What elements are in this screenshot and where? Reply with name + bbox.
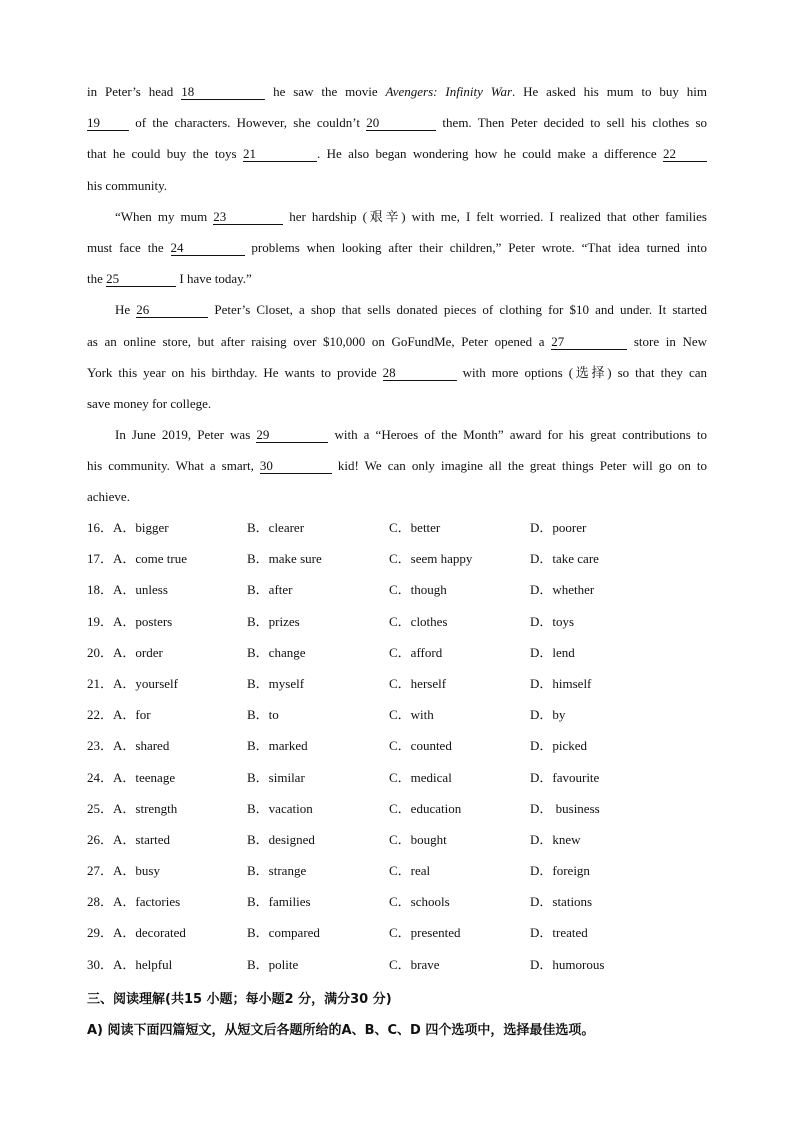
blank-28: 28 — [383, 366, 457, 381]
question-number: 29． — [87, 925, 114, 941]
option-c: C．seem happy — [389, 551, 473, 567]
option-a: A．order — [113, 644, 163, 660]
question-row — [87, 762, 707, 793]
passage-line: must face the 24 problems when looking after their children,” Peter wrote. “That idea turned into — [87, 239, 707, 255]
cloze-passage — [87, 76, 707, 513]
blank-19: 19 — [87, 116, 129, 131]
passage-line: York this year on his birthday. He wants to provide 28 with more options (选择) so that they can — [87, 364, 707, 380]
blank-21: 21 — [243, 147, 317, 162]
option-c: C．afford — [389, 644, 443, 660]
option-c: C．presented — [389, 925, 461, 941]
passage-line: “When my mum 23 her hardship (艰辛) with me, I felt worried. I realized that other families — [115, 208, 707, 224]
question-row — [87, 668, 707, 699]
option-d: D．lend — [530, 644, 575, 660]
option-d: D．take care — [530, 551, 599, 567]
passage-line: in Peter’s head 18 he saw the movie Avengers: Infinity War. He asked his mum to buy him — [87, 84, 707, 99]
question-row — [87, 699, 707, 730]
option-a: A．come true — [113, 551, 188, 567]
option-a: A．decorated — [113, 925, 186, 941]
blank-26: 26 — [136, 303, 208, 318]
option-d: D．whether — [530, 582, 595, 598]
section-heading: 三、阅读理解(共15 小题；每小题2 分，满分30 分) — [87, 992, 392, 1007]
option-c: C．better — [389, 520, 441, 535]
option-b: B．change — [247, 644, 306, 660]
question-row — [87, 949, 707, 980]
question-number: 24． — [87, 769, 114, 785]
question-row — [87, 606, 707, 637]
question-row — [87, 637, 707, 668]
option-a: A．factories — [113, 894, 181, 910]
passage-line: achieve. — [87, 489, 130, 505]
question-row — [87, 917, 707, 948]
question-number: 25． — [87, 800, 114, 816]
option-c: C．medical — [389, 769, 452, 785]
option-d: D．favourite — [530, 769, 600, 785]
option-d: D．foreign — [530, 863, 590, 879]
option-a: A．yourself — [113, 675, 179, 691]
blank-30: 30 — [260, 459, 332, 474]
question-row — [87, 886, 707, 917]
question-number: 20． — [87, 644, 114, 660]
option-a: A．started — [113, 831, 171, 847]
option-c: C．herself — [389, 675, 447, 691]
option-b: B．myself — [247, 675, 305, 691]
answer-options — [87, 512, 707, 980]
question-number: 19． — [87, 613, 114, 629]
question-number: 30． — [87, 956, 114, 972]
option-a: A．busy — [113, 863, 160, 879]
option-d: D．toys — [530, 613, 575, 629]
option-c: C．clothes — [389, 613, 448, 629]
option-a: A．shared — [113, 738, 170, 754]
option-b: B．vacation — [247, 800, 313, 816]
passage-line: save money for college. — [87, 395, 212, 411]
option-d: D． business — [530, 800, 600, 816]
blank-20: 20 — [366, 116, 436, 131]
question-number: 17． — [87, 551, 114, 567]
question-number: 26． — [87, 831, 114, 847]
blank-18: 18 — [181, 85, 265, 100]
option-d: D．picked — [530, 738, 588, 754]
question-row — [87, 543, 707, 574]
option-b: B．after — [247, 582, 293, 598]
section-instruction: A) 阅读下面四篇短文，从短文后各题所给的A、B、C、D 四个选项中，选择最佳选项。 — [87, 1023, 595, 1038]
option-b: B．compared — [247, 925, 320, 941]
option-d: D．knew — [530, 831, 581, 847]
question-row — [87, 855, 707, 886]
option-a: A．posters — [113, 613, 173, 629]
option-c: C．with — [389, 707, 434, 723]
passage-line: 19 of the characters. However, she couldn’t 20 them. Then Peter decided to sell his clothes so — [87, 115, 707, 131]
question-row — [87, 512, 707, 543]
passage-line: as an online store, but after raising over $10,000 on GoFundMe, Peter opened a 27 store in New — [87, 333, 707, 349]
option-d: D．poorer — [530, 520, 587, 535]
blank-22: 22 — [663, 147, 707, 162]
question-number: 16． — [87, 520, 114, 535]
blank-24: 24 — [171, 241, 245, 256]
question-row — [87, 730, 707, 761]
question-row — [87, 793, 707, 824]
option-a: A．for — [113, 707, 151, 723]
option-c: C．bought — [389, 831, 447, 847]
option-d: D．by — [530, 707, 566, 723]
passage-line: In June 2019, Peter was 29 with a “Heroes of the Month” award for his great contributions to — [115, 427, 707, 443]
passage-line: his community. What a smart, 30 kid! We can only imagine all the great things Peter will go on to — [87, 458, 707, 474]
option-a: A．strength — [113, 800, 178, 816]
option-b: B．strange — [247, 863, 307, 879]
option-b: B．marked — [247, 738, 308, 754]
passage-line: his community. — [87, 177, 168, 193]
question-row — [87, 824, 707, 855]
question-number: 23． — [87, 738, 114, 754]
option-c: C．though — [389, 582, 447, 598]
option-b: B．make sure — [247, 551, 322, 567]
option-a: A．teenage — [113, 769, 176, 785]
option-c: C．brave — [389, 956, 440, 972]
option-a: A．unless — [113, 582, 168, 598]
option-b: B．clearer — [247, 520, 305, 535]
option-b: B．families — [247, 894, 311, 910]
question-number: 27． — [87, 863, 114, 879]
option-c: C．education — [389, 800, 462, 816]
blank-27: 27 — [551, 335, 627, 350]
passage-line: that he could buy the toys 21 . He also began wondering how he could make a difference 22 — [87, 138, 707, 169]
option-c: C．counted — [389, 738, 452, 754]
option-d: D．treated — [530, 925, 588, 941]
movie-title: Avengers: Infinity War — [385, 84, 512, 99]
question-number: 21． — [87, 675, 114, 691]
blank-29: 29 — [256, 428, 328, 443]
question-number: 28． — [87, 894, 114, 910]
option-b: B．similar — [247, 769, 305, 785]
option-d: D．stations — [530, 894, 593, 910]
option-a: A．helpful — [113, 956, 173, 972]
option-d: D．himself — [530, 675, 592, 691]
option-d: D．humorous — [530, 956, 605, 972]
blank-23: 23 — [213, 210, 283, 225]
question-number: 22． — [87, 707, 114, 723]
option-c: C．schools — [389, 894, 450, 910]
option-b: B．prizes — [247, 613, 300, 629]
passage-line: the 25 I have today.” — [87, 271, 252, 287]
passage-line: He 26 Peter’s Closet, a shop that sells donated pieces of clothing for $10 and under. It started — [115, 302, 707, 318]
option-b: B．designed — [247, 831, 315, 847]
option-a: A．bigger — [113, 520, 169, 535]
question-number: 18． — [87, 582, 114, 598]
option-c: C．real — [389, 863, 431, 879]
option-b: B．to — [247, 707, 279, 723]
blank-25: 25 — [106, 272, 176, 287]
option-b: B．polite — [247, 956, 299, 972]
question-row — [87, 574, 707, 605]
